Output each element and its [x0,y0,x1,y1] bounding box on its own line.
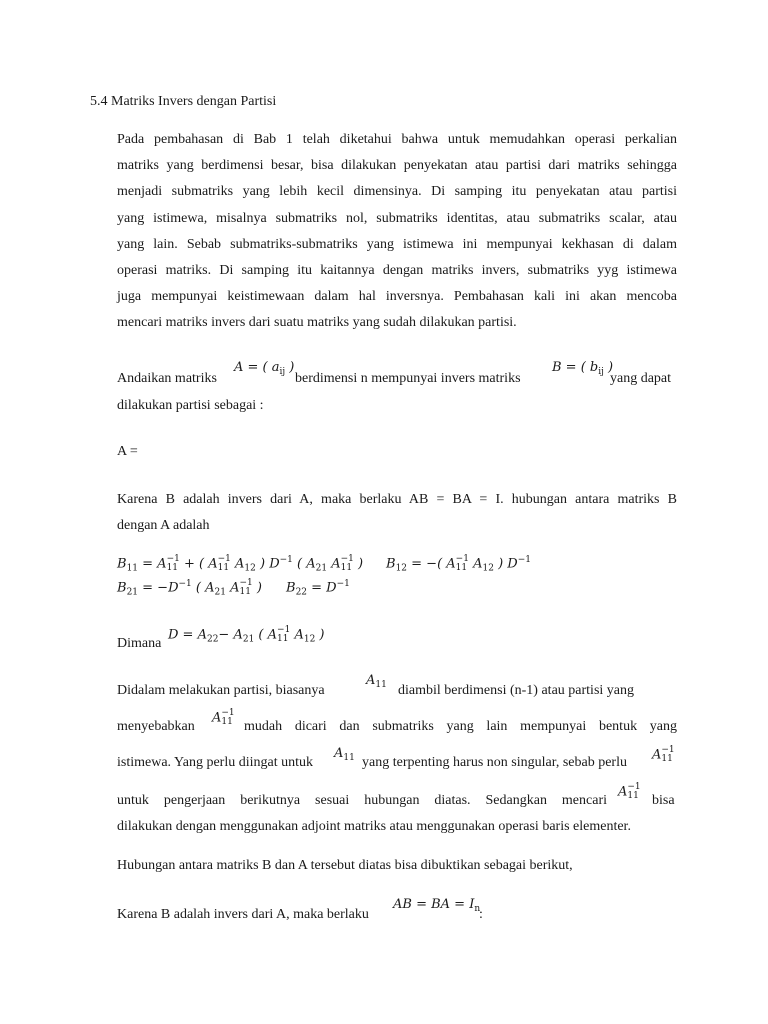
matrix-b-definition: B = ( $b_{ij}$ ) [552,360,614,377]
dimana-label: Dimana [117,636,162,651]
section-heading: 5.4 Matriks Invers dengan Partisi [90,94,277,109]
paragraph-line: yang lain. Sebab submatriks-submatriks yang istimewa ini mempunyai kekhasan di dalam [117,236,677,252]
formula-b12: $B_{12}$ = −( A −1 11 $A_{12}$ ) $D^{-1}$ [386,554,531,574]
paragraph-line: Pada pembahasan di Bab 1 telah diketahui bahwa untuk memudahkan operasi perkalian [117,132,677,147]
partisi-line-1b: diambil berdimensi (n-1) atau partisi yang [398,683,634,698]
partisi-line-3b: yang terpenting harus non singular, sebab perlu [362,755,627,770]
formula-ab-ba-in: AB = BA = $I_n$ [393,897,481,914]
symbol-a11-inverse: A −1 11 [212,708,235,727]
symbol-a11-inverse: A −1 11 [618,782,641,801]
paragraph-line: matriks yang berdimensi besar, bisa dilakukan penyekatan atau partisi dari matriks sehingga [117,158,677,174]
paragraph-line: mencari matriks invers dari suatu matriks yang sudah dilakukan partisi. [117,315,517,331]
karena-colon: : [479,907,483,922]
paragraph-line: operasi matriks. Di samping itu kaitannya dengan matriks invers, submatriks yyg istimewa [117,263,677,279]
karena-line: Karena B adalah invers dari A, maka berlaku [117,907,369,922]
formula-b22: $B_{22} = D^{-1}$ [286,579,350,598]
partisi-line-2a: menyebabkan [117,719,195,734]
partisi-line-2b: mudah dicari dan submatriks yang lain mempunyai bentuk yang [244,719,677,734]
paragraph-line: menjadi submatriks yang lebih kecil dimensinya. Di samping itu penyekatan atau partisi [117,184,677,200]
andaikan-line-2: dilakukan partisi sebagai : [117,398,264,413]
andaikan-text-3: yang dapat [610,371,672,386]
a-equals-label: A = [117,444,138,459]
hubungan-paragraph [117,487,677,539]
symbol-a11: $A_{11}$ [334,746,355,763]
partisi-line-5: dilakukan dengan menggunakan adjoint matriks atau menggunakan operasi baris elementer. [117,819,631,834]
formula-b21: $B_{21} = -D^{-1}$ ( $A_{21}$ A −1 11 ) [117,578,262,598]
andaikan-text: Andaikan matriks [117,371,217,386]
partisi-line-1a: Didalam melakukan partisi, biasanya [117,683,325,698]
intro-paragraph [117,127,677,337]
partisi-line-4b: bisa [652,793,675,808]
symbol-a11-inverse: A −1 11 [652,745,675,764]
andaikan-text-2: berdimensi n mempunyai invers matriks [295,371,521,386]
hubungan-bukti-line: Hubungan antara matriks B dan A tersebut diatas bisa dibuktikan sebagai berikut, [117,858,573,873]
matrix-a-definition: A = ( $a_{ij}$ ) [234,360,295,377]
paragraph-line: dengan A adalah [117,518,210,534]
symbol-a11: $A_{11}$ [366,673,387,690]
paragraph-line: yang istimewa, misalnya submatriks nol, submatriks identitas, atau submatriks scalar, atau [117,210,677,226]
paragraph-line: Karena B adalah invers dari A, maka berlaku AB = BA = I. hubungan antara matriks B [117,492,677,507]
partisi-line-3a: istimewa. Yang perlu diingat untuk [117,755,313,770]
formula-b11: $B_{11} = A$ −1 11 + ( A −1 11 $A_{12}$ ) $D^{-1}$ ( $A_{21}$ A −1 11 ) [117,554,364,574]
formula-d: $D = A_{22}- A_{21}$ ( A −1 11 $A_{12}$ ) [168,625,325,645]
paragraph-line: juga mempunyai keistimewaan dalam hal inversnya. Pembahasan kali ini akan mencoba [117,289,677,305]
partisi-line-4a: untuk pengerjaan berikutnya sesuai hubungan diatas. Sedangkan mencari [117,793,607,808]
